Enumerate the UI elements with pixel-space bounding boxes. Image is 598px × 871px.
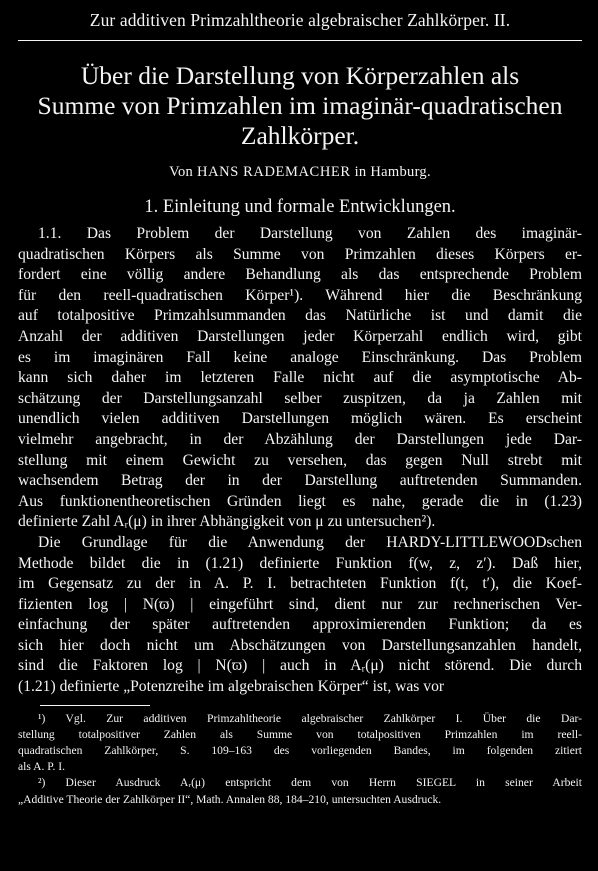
- paragraph-line: sind die Faktoren log | N(ϖ) | auch in Aᵣ(μ) nicht störend. Die durch: [18, 657, 582, 675]
- footnote-2: [18, 775, 582, 807]
- article-title: [18, 61, 582, 151]
- paragraph-line: einfachung der später auftretenden approximierenden Funktion; da es: [18, 616, 582, 634]
- paragraph-line: Die Grundlage für die Anwendung der HARDY-LITTLEWOODschen: [38, 533, 582, 551]
- paragraph-line: kann sich daher im letzteren Falle nicht auf die asymptotische Ab-: [18, 369, 582, 387]
- footnote-line: ²) Dieser Ausdruck Aᵣ(μ) entspricht dem von Herrn SIEGEL in seiner Arbeit: [38, 776, 582, 790]
- paragraph-line: fordert eine völlig andere Behandlung als das entsprechende Problem: [18, 266, 582, 284]
- paragraph-line: für den reell-quadratischen Körper¹). Während hier die Beschränkung: [18, 286, 582, 304]
- paragraph-line: sich hier doch nicht um Abschätzungen von Darstellungsanzahlen handelt,: [18, 636, 582, 654]
- paragraph-line: 1.1. Das Problem der Darstellung von Zahlen des imaginär-: [38, 225, 582, 242]
- paragraph-line: Methode bildet die in (1.21) definierte Funktion f(w, z, z′). Daß hier,: [18, 554, 582, 572]
- paragraph-line: wachsendem Betrag der in der Darstellung auftretenden Summanden.: [18, 472, 582, 490]
- paragraph-line: quadratischen Körpers als Summe von Primzahlen dieses Körpers er-: [18, 245, 582, 263]
- byline: [18, 164, 582, 181]
- paragraph-line: stellung mit einem Gewicht zu versehen, das gegen Null strebt mit: [18, 451, 582, 469]
- paragraph-line: fizienten log | N(ϖ) | eingeführt sind, dient nur zur rechnerischen Ver-: [18, 595, 582, 613]
- title-line: Summe von Primzahlen im imaginär-quadratischen: [37, 91, 563, 120]
- paragraph-line: definierte Zahl Aᵣ(μ) in ihrer Abhängigkeit von μ zu untersuchen²).: [18, 513, 436, 531]
- author-name: HANS RADEMACHER: [197, 164, 351, 180]
- paragraph-1: [18, 224, 582, 533]
- paragraph-line: Aus funktionentheoretischen Gründen liegt es nahe, gerade die in (1.23): [18, 492, 582, 510]
- running-head-rule: [18, 40, 582, 41]
- paragraph-line: auf totalpositive Primzahlsummanden das Natürliche ist und damit die: [18, 307, 582, 325]
- footnote-line: quadratischen Zahlkörper, S. 109–163 des vorliegenden Bandes, im folgenden zitiert: [18, 744, 582, 758]
- footnote-line: als A. P. I.: [18, 760, 66, 774]
- journal-page: [18, 6, 582, 808]
- paragraph-line: im Gegensatz zu der in A. P. I. betrachteten Funktion f(t, t′), die Koef-: [18, 575, 582, 593]
- paragraph-line: unendlich vielen additiven Darstellungen möglich wären. Es erscheint: [18, 410, 582, 428]
- title-line: Zahlkörper.: [240, 121, 360, 150]
- section-title: 1. Einleitung und formale Entwicklungen.: [144, 197, 456, 217]
- footnote-rule: [40, 705, 150, 706]
- running-head: Zur additiven Primzahltheorie algebraischer Zahlkörper. II.: [89, 10, 511, 30]
- footnote-1: [18, 711, 582, 776]
- paragraph-line: vielmehr angebracht, in der Abzählung der Darstellungen jede Dar-: [18, 430, 582, 448]
- paragraph-line: Anzahl der additiven Darstellungen jeder Körperzahl endlich wird, gibt: [18, 327, 582, 345]
- byline-suffix: in Hamburg.: [354, 164, 431, 180]
- footnote-line: ¹) Vgl. Zur additiven Primzahltheorie algebraischer Zahlkörper I. Über die Dar-: [38, 711, 582, 725]
- paragraph-line: es im imaginären Fall keine analoge Einschränkung. Das Problem: [18, 348, 582, 366]
- footnote-line: „Additive Theorie der Zahlkörper II“, Math. Annalen 88, 184–210, untersuchten Ausdruck.: [18, 792, 442, 806]
- paragraph-line: schätzung der Darstellungsanzahl selber zuspitzen, da ja Zahlen mit: [18, 389, 582, 407]
- paragraph-2: [18, 533, 582, 698]
- paragraph-line: (1.21) definierte „Potenzreihe im algebraischen Körper“ ist, was vor: [18, 678, 445, 696]
- footnote-line: stellung totalpositiver Zahlen als Summe von totalpositiven Primzahlen im reell-: [18, 727, 582, 741]
- title-line: Über die Darstellung von Körperzahlen als: [80, 61, 520, 90]
- byline-prefix: Von: [169, 164, 194, 180]
